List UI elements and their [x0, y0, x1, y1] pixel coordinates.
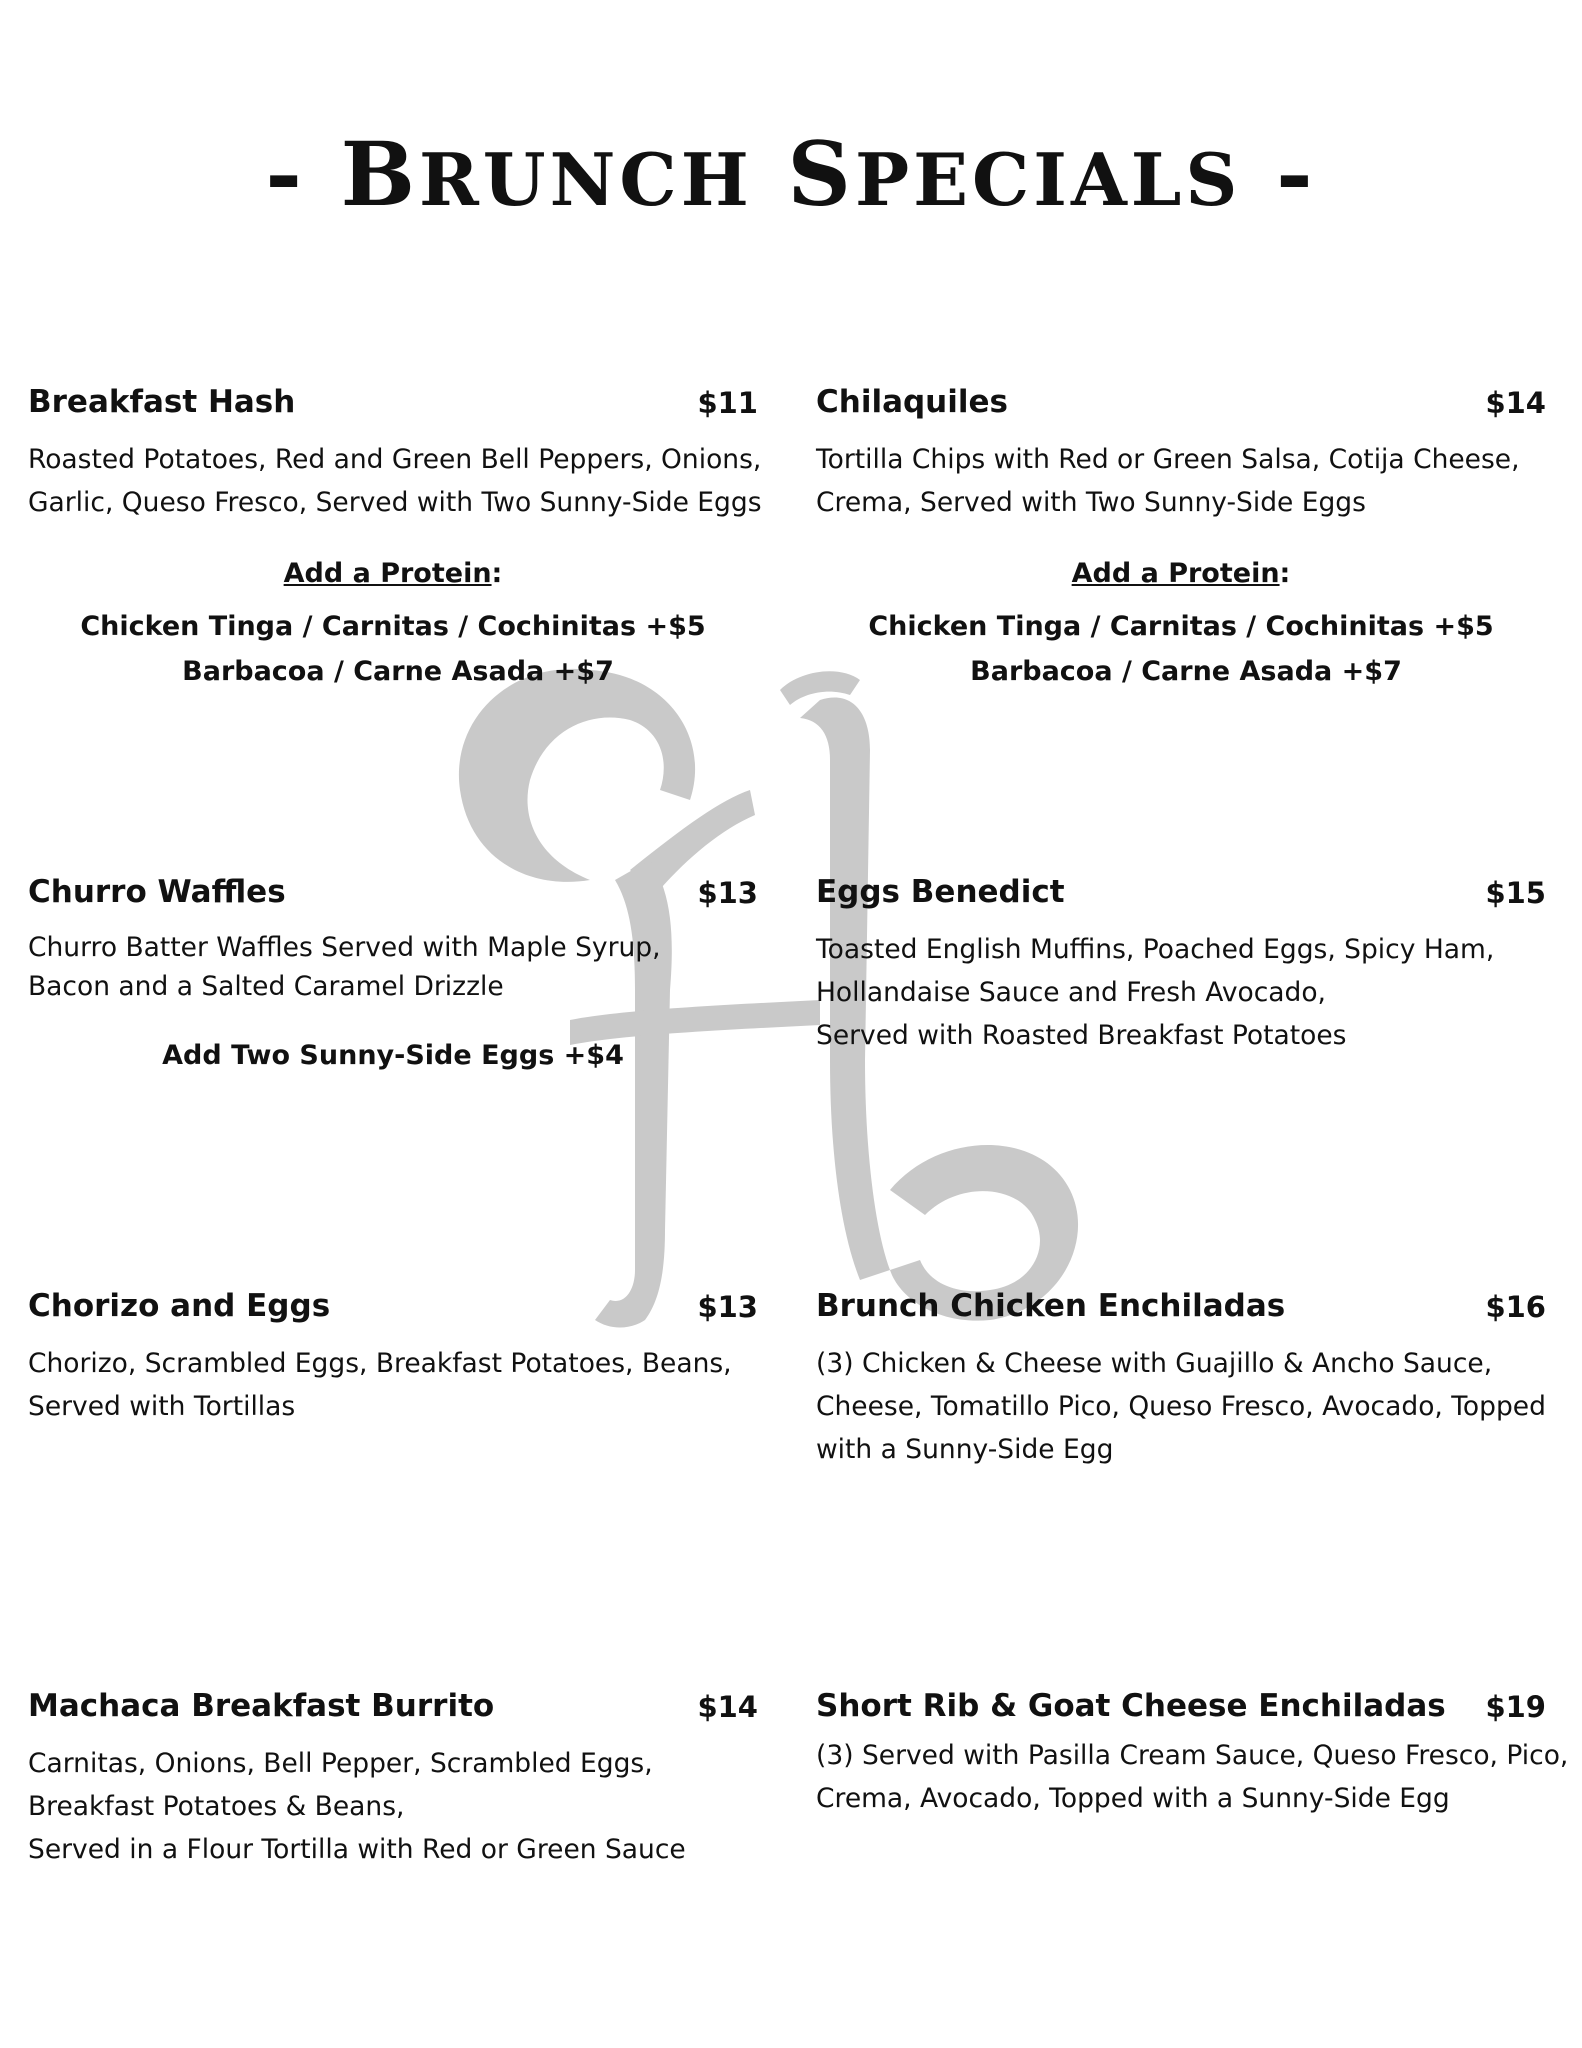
description-line: Served with Tortillas: [28, 1391, 296, 1422]
description-line: Cheese, Tomatillo Pico, Queso Fresco, Avocado, Topped: [816, 1391, 1546, 1422]
item-price: $14: [697, 1690, 758, 1724]
item-name: Chilaquiles: [816, 384, 1008, 420]
menu-item-machaca-breakfast-burrito: [28, 1688, 758, 1871]
item-price: $19: [1485, 1690, 1546, 1724]
title-prefix: -: [265, 122, 341, 226]
title-rest-specials: PECIALS: [854, 137, 1242, 222]
title-rest-brunch: RUNCH: [418, 137, 753, 222]
item-description: [28, 928, 758, 1006]
description-line: (3) Served with Pasilla Cream Sauce, Queso Fresco, Pico,: [816, 1740, 1569, 1771]
add-protein-text: Add a Protein: [1071, 558, 1280, 589]
item-name: Machaca Breakfast Burrito: [28, 1688, 495, 1724]
item-name: Short Rib & Goat Cheese Enchiladas: [816, 1688, 1446, 1724]
description-line: Crema, Avocado, Topped with a Sunny-Side Egg: [816, 1783, 1450, 1814]
item-price: $13: [697, 876, 758, 910]
description-line: Carnitas, Onions, Bell Pepper, Scrambled Eggs,: [28, 1748, 653, 1779]
description-line: Toasted English Muffins, Poached Eggs, Spicy Ham,: [816, 934, 1495, 965]
item-description: [28, 438, 762, 524]
add-protein-text: Add a Protein: [283, 558, 492, 589]
description-line: Chorizo, Scrambled Eggs, Breakfast Potatoes, Beans,: [28, 1348, 732, 1379]
description-line: Roasted Potatoes, Red and Green Bell Peppers, Onions,: [28, 444, 762, 475]
title-initial-s: S: [787, 122, 855, 226]
item-price: $14: [1485, 386, 1546, 420]
description-line: with a Sunny-Side Egg: [816, 1434, 1114, 1465]
protein-option-line: Chicken Tinga / Carnitas / Cochinitas +$5: [868, 611, 1494, 642]
title-initial-b: B: [340, 122, 419, 226]
item-description: [816, 1734, 1569, 1820]
item-price: $15: [1485, 876, 1546, 910]
description-line: Hollandaise Sauce and Fresh Avocado,: [816, 977, 1326, 1008]
protein-option-line: Barbacoa / Carne Asada +$7: [970, 656, 1402, 687]
item-price: $16: [1485, 1290, 1546, 1324]
add-protein-label: [28, 554, 758, 594]
menu-item-breakfast-hash: [28, 384, 762, 694]
protein-options: [816, 604, 1546, 694]
menu-item-churro-waffles: [28, 874, 758, 1071]
item-description: [816, 928, 1546, 1057]
protein-option-line: Barbacoa / Carne Asada +$7: [182, 656, 614, 687]
item-description: [816, 438, 1546, 524]
menu-item-chorizo-and-eggs: [28, 1288, 758, 1428]
page-title: [0, 122, 1582, 226]
protein-option-line: Chicken Tinga / Carnitas / Cochinitas +$5: [80, 611, 706, 642]
description-line: Churro Batter Waffles Served with Maple Syrup,: [28, 932, 661, 963]
add-protein-colon: :: [491, 558, 503, 589]
description-line: Served in a Flour Tortilla with Red or Green Sauce: [28, 1834, 686, 1865]
item-name: Chorizo and Eggs: [28, 1288, 331, 1324]
title-suffix: -: [1241, 122, 1317, 226]
add-protein-label: [816, 554, 1546, 594]
item-description: [28, 1342, 758, 1428]
description-line: Garlic, Queso Fresco, Served with Two Sunny-Side Eggs: [28, 487, 762, 518]
description-line: (3) Chicken & Cheese with Guajillo & Ancho Sauce,: [816, 1348, 1493, 1379]
item-name: Breakfast Hash: [28, 384, 296, 420]
item-name: Brunch Chicken Enchiladas: [816, 1288, 1286, 1324]
menu-item-brunch-chicken-enchiladas: [816, 1288, 1546, 1471]
add-eggs-option: Add Two Sunny-Side Eggs +$4: [162, 1040, 624, 1071]
item-name: Churro Waffles: [28, 874, 286, 910]
item-description: [816, 1342, 1546, 1471]
menu-item-chilaquiles: [816, 384, 1546, 694]
description-line: Bacon and a Salted Caramel Drizzle: [28, 971, 504, 1002]
menu-item-eggs-benedict: [816, 874, 1546, 1057]
description-line: Crema, Served with Two Sunny-Side Eggs: [816, 487, 1366, 518]
item-price: $13: [697, 1290, 758, 1324]
menu-item-short-rib-enchiladas: [816, 1688, 1569, 1820]
protein-options: [28, 604, 758, 694]
add-protein-colon: :: [1279, 558, 1291, 589]
description-line: Served with Roasted Breakfast Potatoes: [816, 1020, 1347, 1051]
item-description: [28, 1742, 758, 1871]
item-name: Eggs Benedict: [816, 874, 1065, 910]
description-line: Tortilla Chips with Red or Green Salsa, Cotija Cheese,: [816, 444, 1520, 475]
item-price: $11: [697, 386, 758, 420]
description-line: Breakfast Potatoes & Beans,: [28, 1791, 405, 1822]
